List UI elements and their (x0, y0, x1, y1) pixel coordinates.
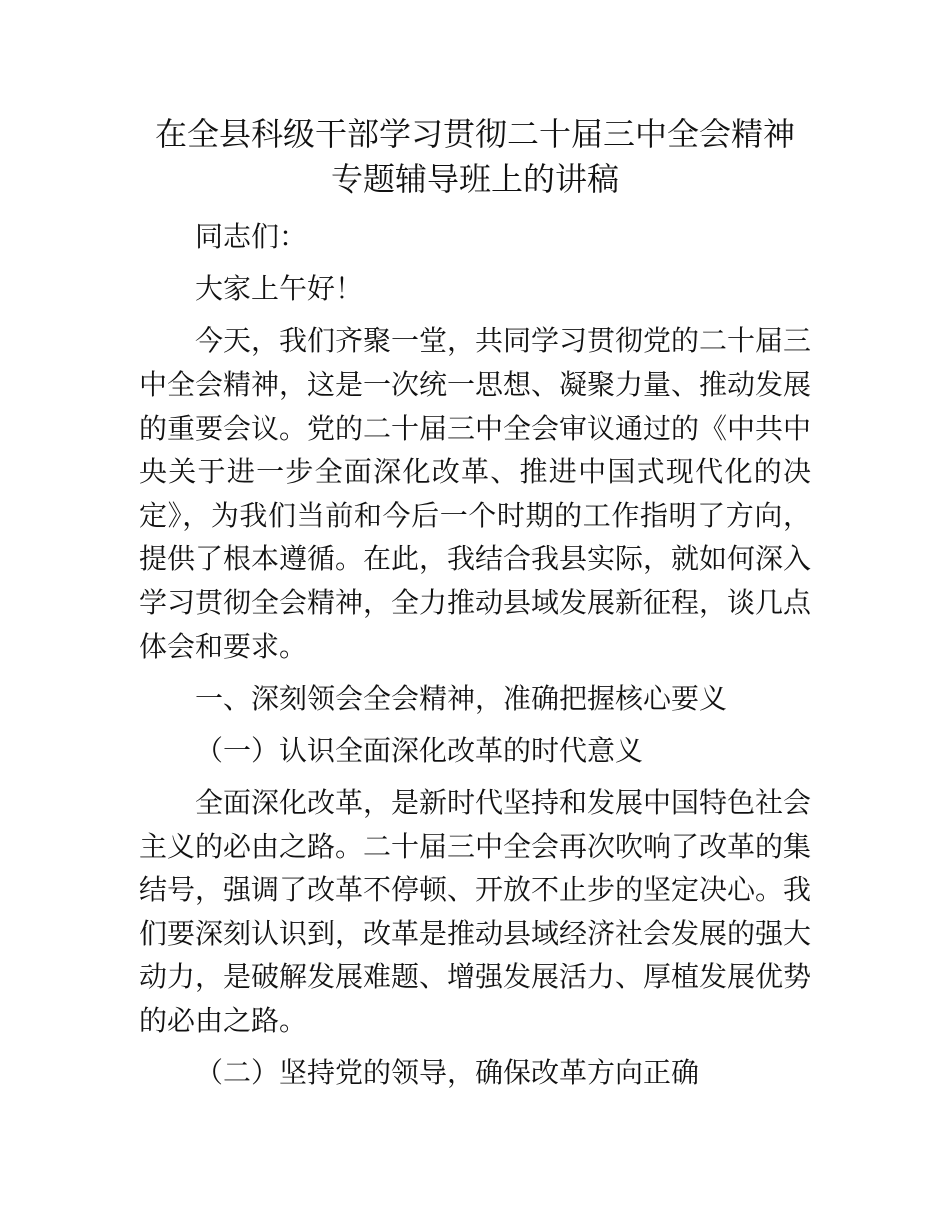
salutation: 同志们： (195, 220, 308, 253)
section-heading-1: 一、深刻领会全会精神，准确把握核心要义 (195, 681, 728, 715)
intro-paragraph: 今天，我们齐聚一堂，共同学习贯彻党的二十届三中全会精神，这是一次统一思想、凝聚力量、推动发展的重要会议。党的二十届三中全会审议通过的《中共中央关于进一步全面深化改革、推进中国式现代化的决定》，为我们当前和今后一个时期的工作指明了方向，提供了根本遵循。在此，我结合我县实际，就如何深入学习贯彻全会精神，全力推动县域发展新征程，谈几点体会和要求。 (139, 324, 812, 663)
title-line-1: 在全县科级干部学习贯彻二十届三中全会精神 (154, 115, 795, 153)
subsection-heading-2: （二）坚持党的领导，确保改革方向正确 (195, 1056, 700, 1090)
document-title (139, 112, 811, 202)
title-line-2: 专题辅导班上的讲稿 (330, 160, 619, 198)
document-page (139, 112, 811, 1103)
body-paragraph: 全面深化改革，是新时代坚持和发展中国特色社会主义的必由之路。二十届三中全会再次吹响了改革的集结号，强调了改革不停顿、开放不止步的坚定决心。我们要深刻认识到，改革是推动县域经济社会发展的强大动力，是破解发展难题、增强发展活力、厚植发展优势的必由之路。 (139, 786, 812, 1038)
subsection-heading-1: （一）认识全面深化改革的时代意义 (195, 733, 644, 767)
document-body (139, 215, 811, 1095)
greeting: 大家上午好！ (195, 272, 364, 306)
